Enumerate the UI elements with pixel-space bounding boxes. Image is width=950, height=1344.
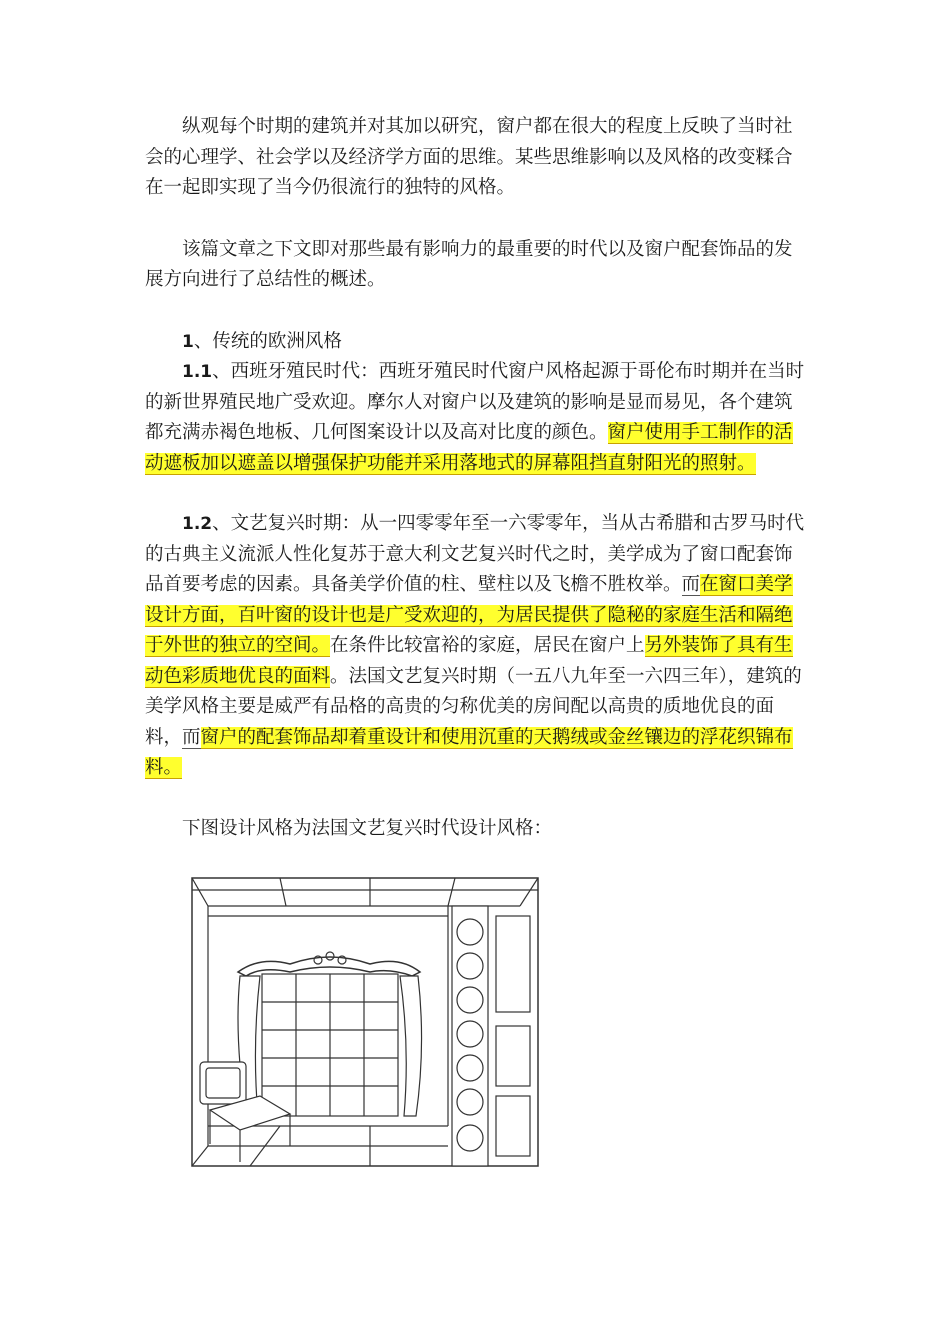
section-1-2-underline-2: 而 xyxy=(182,726,201,748)
section-1-2-highlight-3: 窗户的配套饰品却着重设计和使用沉重的天鹅绒或金丝镶边的浮花织锦布料。 xyxy=(145,726,793,778)
section-1-2-number: 1.2 xyxy=(182,514,213,534)
section-1-2-text-2: 在条件比较富裕的家庭，居民在窗户上 xyxy=(330,635,645,656)
section-1-1-number: 1.1 xyxy=(182,362,213,382)
section-1-1-highlight: 窗户使用手工制作的活动遮板加以遮盖以增强保护功能并采用落地式的屏幕阻挡直射阳光的照射。 xyxy=(145,422,793,474)
section-1-2-underline-1: 而 xyxy=(681,574,701,595)
french-renaissance-interior-illustration xyxy=(190,876,540,1168)
section-1-2-text-1: 、文艺复兴时期：从一四零零年至一六零零年，当从古希腊和古罗马时代的古典主义流派人性化复苏于意大利文艺复兴时代之时，美学成为了窗口配套饰品首要考虑的因素。具备美学价值的柱、壁柱以及飞檐不胜枚举。 xyxy=(145,513,805,595)
section-1-2-highlight-2: 另外装饰了具有生动色彩质地优良的面料 xyxy=(145,635,793,687)
figure-caption: 下图设计风格为法国文艺复兴时代设计风格： xyxy=(182,817,553,839)
section-1-2-paragraph xyxy=(145,509,805,784)
section-1-2-highlight-1: 在窗口美学设计方面，百叶窗的设计也是广受欢迎的，为居民提供了隐秘的家庭生活和隔绝于外世的独立的空间。 xyxy=(145,574,793,656)
section-1-1-paragraph xyxy=(145,357,805,479)
section-1-title: 、传统的欧洲风格 xyxy=(193,330,342,352)
section-1-1-text: 、西班牙殖民时代：西班牙殖民时代窗户风格起源于哥伦布时期并在当时的新世界殖民地广受欢迎。摩尔人对窗户以及建筑的影响是显而易见，各个建筑都充满赤褐色地板、几何图案设计以及高对比度的颜色。 xyxy=(145,361,805,443)
section-1-heading xyxy=(145,327,805,358)
document-body xyxy=(145,112,805,844)
intro-paragraph-2: 该篇文章之下文即对那些最有影响力的最重要的时代以及窗户配套饰品的发展方向进行了总结性的概述。 xyxy=(145,238,793,290)
section-1-number: 1 xyxy=(182,331,194,352)
intro-paragraph-1: 纵观每个时期的建筑并对其加以研究，窗户都在很大的程度上反映了当时社会的心理学、社会学以及经济学方面的思维。某些思维影响以及风格的改变糅合在一起即实现了当今仍很流行的独特的风格。 xyxy=(145,116,793,198)
section-1-2-text-3: 。法国文艺复兴时期（一五八九年至一六四三年），建筑的美学风格主要是威严有品格的高贵的匀称优美的房间配以高贵的质地优良的面料， xyxy=(145,665,802,748)
